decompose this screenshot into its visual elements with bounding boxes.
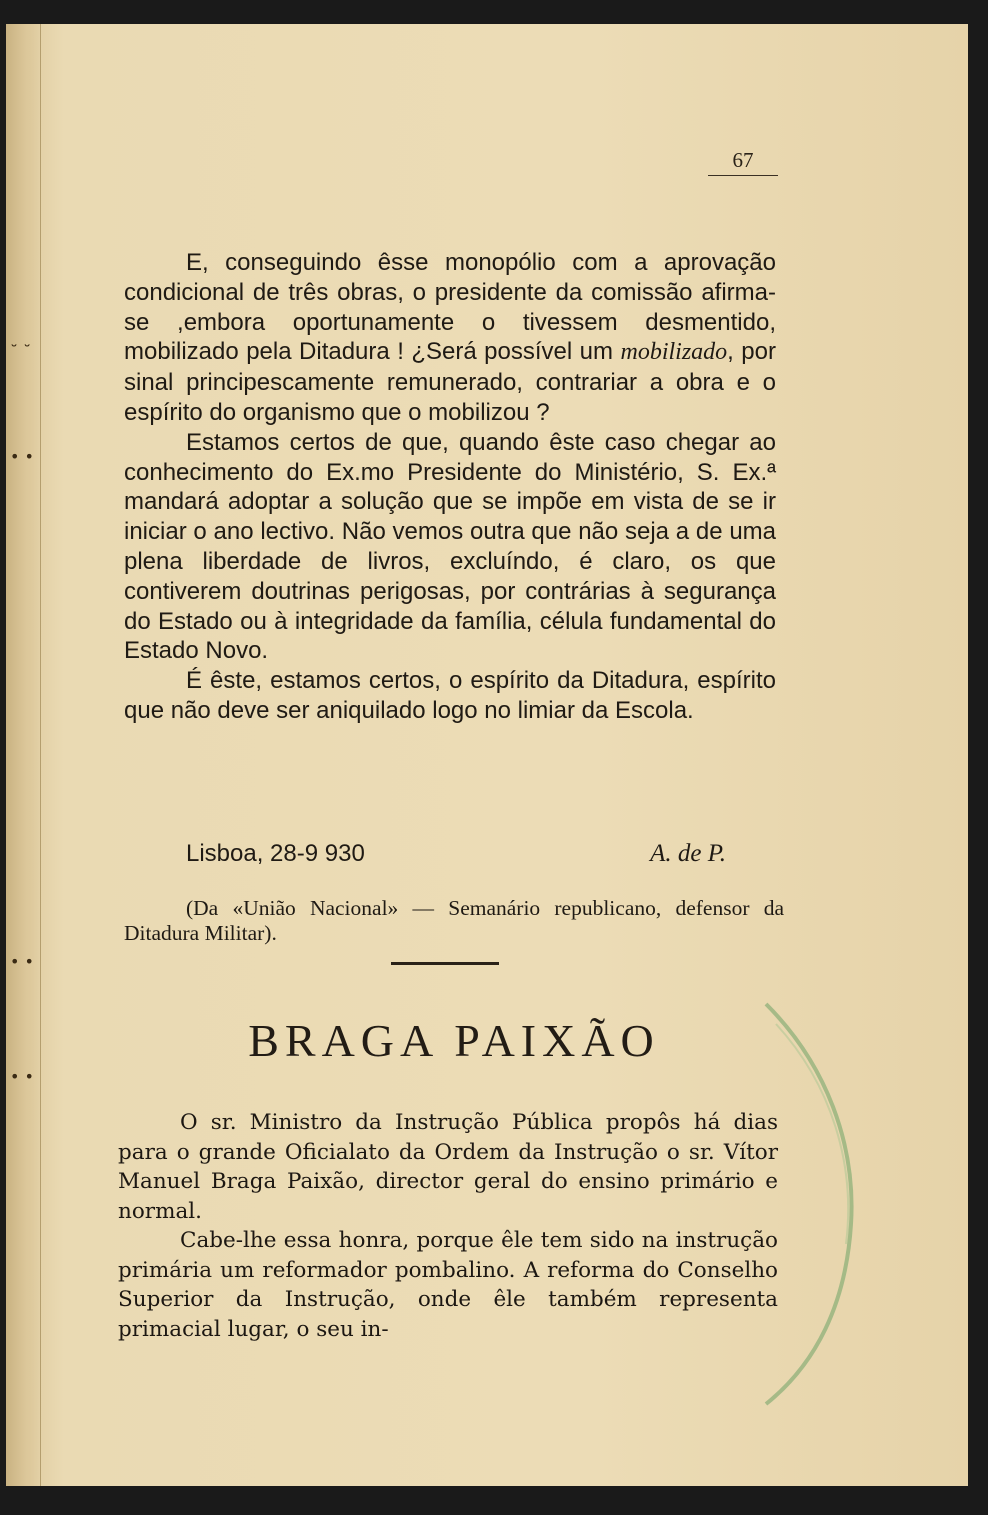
section-heading: BRAGA PAIXÃO: [248, 1015, 660, 1066]
section-divider: [391, 962, 499, 965]
binding-stitch-mark: • •: [10, 1067, 34, 1086]
article-paragraph: [124, 666, 776, 726]
emphasized-word: mobilizado: [620, 339, 728, 366]
paragraph-text: , por sinal principescamente remunerado, contrariar a obra e o espírito do organismo que o mobilizou ?: [124, 338, 776, 426]
author-initials: A. de P.: [650, 840, 726, 867]
binding-stitch-mark: ˘ ˘: [10, 342, 32, 361]
paragraph-text: Estamos certos de que, quando êste caso chegar ao conhecimento do Ex.mo Presidente do Ministério, S. Ex.ª mandará adoptar a solução que se impõe em vista de se ir iniciar o ano lectivo. Não vemos outra que não seja a de uma plena liberdade de livros, excluíndo, é claro, os que contiverem doutrinas perigosas, por contrárias à segurança do Estado ou à integridade da família, célula fundamental do Estado Novo.: [124, 428, 776, 665]
place-date: Lisboa, 28-9 930: [186, 840, 365, 867]
paragraph-text: E, conseguindo êsse monopólio com a aprovação condicional de três obras, o presidente da comissão afirma-se ,embora oportunamente o tivessem desmentido, mobilizado pela Ditadura ! ¿Será possível um: [124, 249, 776, 366]
book-page: [6, 24, 968, 1486]
section-paragraph: Cabe-lhe essa honra, porque êle tem sido na instrução primária um reformador pombalino. A reforma do Conselho Superior da Instrução, onde êle também representa primacial lugar, o seu in-: [118, 1228, 778, 1342]
section-paragraph: O sr. Ministro da Instrução Pública propôs há dias para o grande Oficialato da Ordem da Instrução o sr. Vítor Manuel Braga Paixão, director geral do ensino primário e normal.: [118, 1110, 778, 1224]
source-note: (Da «União Nacional» — Semanário republicano, defensor da Ditadura Militar).: [124, 896, 784, 945]
page-binding: [6, 24, 41, 1486]
article-body: [124, 248, 776, 726]
binding-stitch-mark: • •: [10, 447, 34, 466]
article-paragraph: [124, 248, 776, 428]
binding-stitch-mark: • •: [10, 952, 34, 971]
section-body: [118, 1108, 778, 1344]
article-paragraph: [124, 428, 776, 666]
page-number: 67: [708, 148, 778, 176]
paragraph-text: É êste, estamos certos, o espírito da Ditadura, espírito que não deve ser aniquilado logo no limiar da Escola.: [124, 667, 776, 724]
